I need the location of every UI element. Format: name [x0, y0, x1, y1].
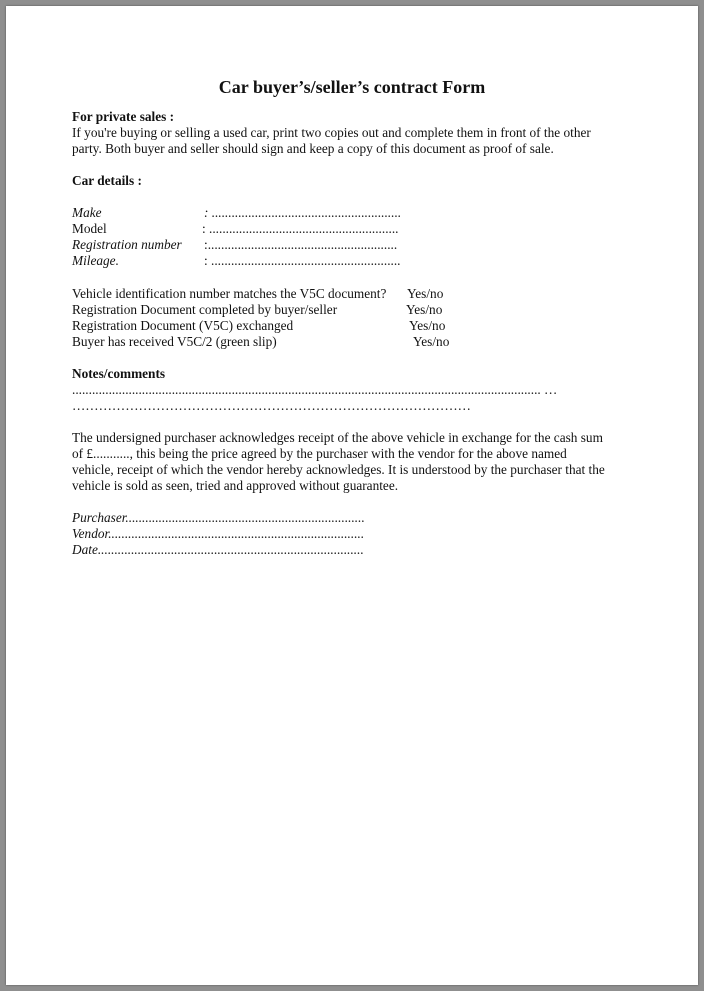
model-field: : ......................................................... [202, 221, 399, 236]
notes-heading: Notes/comments [72, 366, 166, 381]
check-answer-3: Yes/no [409, 318, 446, 333]
mileage-field: : ......................................................... [204, 253, 401, 268]
notes-line-1: ............................................................................................................................................. … [72, 382, 558, 397]
private-sales-line-2: party. Both buyer and seller should sign and keep a copy of this document as proof of sale. [72, 141, 554, 156]
check-question-1: Vehicle identification number matches the V5C document? [72, 286, 387, 301]
check-answer-4: Yes/no [413, 334, 450, 349]
model-label: Model [72, 221, 107, 236]
make-label: Make [72, 205, 102, 220]
acknowledgement-line-2: of £..........., this being the price agreed by the purchaser with the vendor for the above named [72, 446, 567, 461]
registration-number-label: Registration number [72, 237, 182, 252]
date-line: Date................................................................................ [72, 542, 364, 557]
check-answer-2: Yes/no [406, 302, 443, 317]
acknowledgement-line-1: The undersigned purchaser acknowledges receipt of the above vehicle in exchange for the cash sum [72, 430, 603, 445]
check-question-2: Registration Document completed by buyer/seller [72, 302, 338, 317]
car-details-heading: Car details : [72, 173, 142, 188]
mileage-label: Mileage. [72, 253, 119, 268]
vendor-signature-line: Vendor............................................................................. [72, 526, 365, 541]
acknowledgement-line-4: vehicle is sold as seen, tried and approved without guarantee. [72, 478, 399, 493]
check-answer-1: Yes/no [407, 286, 444, 301]
private-sales-line-1: If you're buying or selling a used car, print two copies out and complete them in front of the other [72, 125, 591, 140]
check-question-3: Registration Document (V5C) exchanged [72, 318, 294, 333]
acknowledgement-line-3: vehicle, receipt of which the vendor hereby acknowledges. It is understood by the purchaser that the [72, 462, 605, 477]
private-sales-heading: For private sales : [72, 109, 175, 124]
make-field: : ......................................................... [204, 205, 402, 220]
document-page [6, 6, 698, 985]
check-question-4: Buyer has received V5C/2 (green slip) [72, 334, 277, 349]
registration-number-field: :......................................................... [204, 237, 398, 252]
purchaser-signature-line: Purchaser........................................................................ [72, 510, 365, 525]
notes-line-2: ……………………………………………………………………………… [72, 398, 471, 413]
page-title: Car buyer’s/seller’s contract Form [218, 77, 486, 97]
